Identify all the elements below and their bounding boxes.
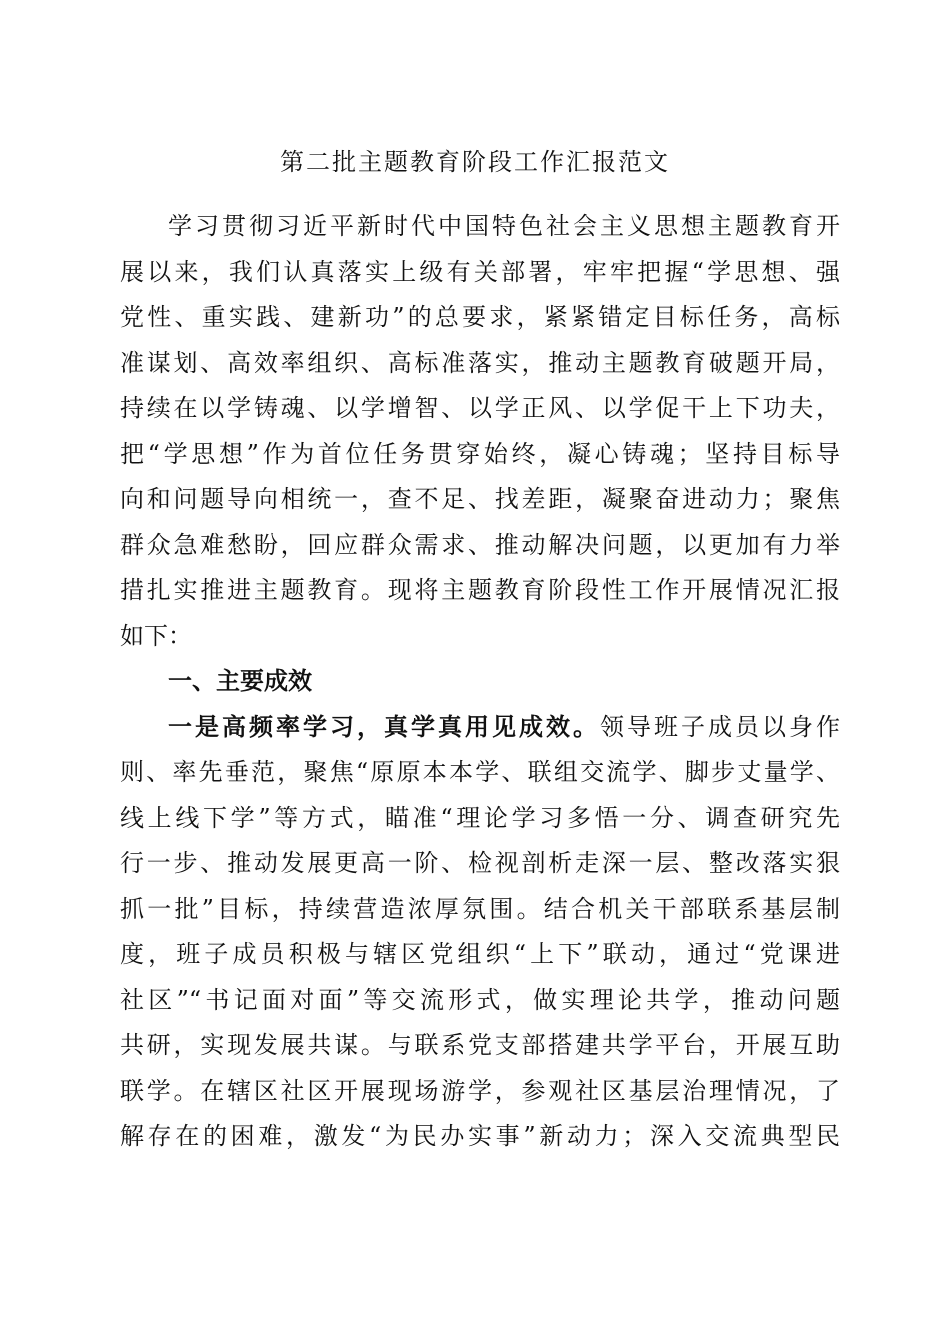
section-line: 社区”“书记面对面”等交流形式，做实理论共学，推动问题: [120, 986, 840, 1014]
section-heading: 一、主要成效: [168, 667, 312, 695]
intro-line: 如下：: [120, 622, 192, 650]
section-line: 则、率先垂范，聚焦“原原本本学、联组交流学、脚步丈量学、: [120, 758, 840, 786]
intro-line: 群众急难愁盼，回应群众需求、推动解决问题，以更加有力举: [120, 531, 840, 559]
section-line: 线上线下学”等方式，瞄准“理论学习多悟一分、调查研究先: [120, 804, 840, 832]
intro-line: 措扎实推进主题教育。现将主题教育阶段性工作开展情况汇报: [120, 576, 840, 604]
document-title: 第二批主题教育阶段工作汇报范文: [280, 148, 670, 176]
section-line: 联学。在辖区社区开展现场游学，参观社区基层治理情况，了: [120, 1077, 840, 1105]
intro-line: 展以来，我们认真落实上级有关部署，牢牢把握“学思想、强: [120, 258, 840, 286]
section-lead-rest: 领导班子成员以身作: [600, 713, 840, 741]
intro-line: 学习贯彻习近平新时代中国特色社会主义思想主题教育开: [168, 212, 840, 240]
section-line: 度，班子成员积极与辖区党组织“上下”联动，通过“党课进: [120, 940, 840, 968]
intro-line: 把“学思想”作为首位任务贯穿始终，凝心铸魂；坚持目标导: [120, 440, 840, 468]
intro-line: 持续在以学铸魂、以学增智、以学正风、以学促干上下功夫，: [120, 394, 840, 422]
section-lead-line: [168, 709, 840, 745]
intro-line: 党性、重实践、建新功”的总要求，紧紧错定目标任务，高标: [120, 303, 840, 331]
intro-line: 准谋划、高效率组织、高标准落实，推动主题教育破题开局，: [120, 349, 840, 377]
section-lead-bold: 一是高频率学习，真学真用见成效。: [168, 712, 600, 741]
section-line: 行一步、推动发展更高一阶、检视剖析走深一层、整改落实狠: [120, 849, 840, 877]
section-line: 共研，实现发展共谋。与联系党支部搭建共学平台，开展互助: [120, 1031, 840, 1059]
section-line: 抓一批”目标，持续营造浓厚氛围。结合机关干部联系基层制: [120, 895, 840, 923]
intro-line: 向和问题导向相统一，查不足、找差距，凝聚奋进动力；聚焦: [120, 485, 840, 513]
section-line: 解存在的困难，激发“为民办实事”新动力；深入交流典型民: [120, 1122, 840, 1150]
